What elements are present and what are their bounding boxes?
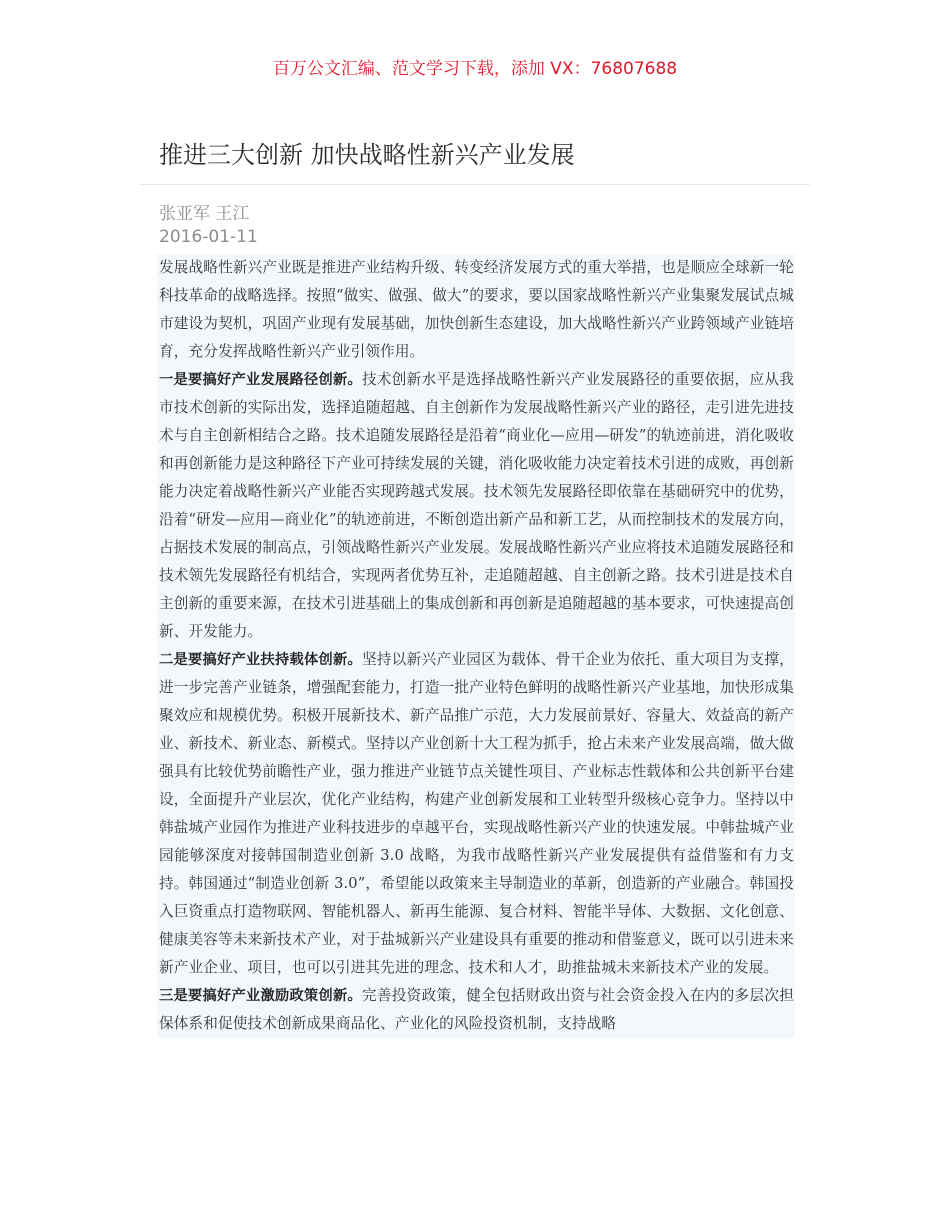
article-authors: 张亚军 王江 xyxy=(159,204,250,224)
paragraph-text: 技术创新水平是选择战略性新兴产业发展路径的重要依据，应从我市技术创新的实际出发，选择追随超越、自主创新作为发展战略性新兴产业的路径，走引进先进技术与自主创新相结合之路。技术追随发展路径是沿着“商业化—应用—研发”的轨迹前进，消化吸收和再创新能力是这种路径下产业可持续发展的关键，消化吸收能力决定着技术引进的成败，再创新能力决定着战略性新兴产业能否实现跨越式发展。技术领先发展路径即依靠在基础研究中的优势，沿着“研发—应用—商业化”的轨迹前进，不断创造出新产品和新工艺，从而控制技术的发展方向，占据技术发展的制高点，引领战略性新兴产业发展。发展战略性新兴产业应将技术追随发展路径和技术领先发展路径有机结合，实现两者优势互补，走追随超越、自主创新之路。技术引进是技术自主创新的重要来源，在技术引进基础上的集成创新和再创新是追随超越的基本要求，可快速提高创新、开发能力。 xyxy=(159,371,794,640)
paragraph-text: 坚持以新兴产业园区为载体、骨干企业为依托、重大项目为支撑，进一步完善产业链条，增强配套能力，打造一批产业特色鲜明的战略性新兴产业基地，加快形成集聚效应和规模优势。积极开展新技术、新产品推广示范，大力发展前景好、容量大、效益高的新产业、新技术、新业态、新模式。坚持以产业创新十大工程为抓手，抢占未来产业发展高端，做大做强具有比较优势前瞻性产业，强力推进产业链节点关键性项目、产业标志性载体和公共创新平台建设，全面提升产业层次，优化产业结构，构建产业创新发展和工业转型升级核心竞争力。坚持以中韩盐城产业园作为推进产业科技进步的卓越平台，实现战略性新兴产业的快速发展。中韩盐城产业园能够深度对接韩国制造业创新 3.0 战略，为我市战略性新兴产业发展提供有益借鉴和有力支持。韩国通过“制造业创新 3.0”，希望能以政策来主导制造业的革新，创造新的产业融合。韩国投入巨资重点打造物联网、智能机器人、新再生能源、复合材料、智能半导体、大数据、文化创意、健康美容等未来新技术产业，对于盐城新兴产业建设具有重要的推动和借鉴意义，既可以引进未来新产业企业、项目，也可以引进其先进的理念、技术和人才，助推盐城未来新技术产业的发展。 xyxy=(159,651,794,976)
paragraph-lead: 三是要搞好产业激励政策创新。 xyxy=(159,988,362,1004)
article-body xyxy=(157,254,795,1038)
paragraph-lead: 二是要搞好产业扶持载体创新。 xyxy=(159,652,362,668)
paragraph-text: 完善投资政策，健全包括财政出资与社会资金投入在内的多层次担保体系和促使技术创新成果商品化、产业化的风险投资机制，支持战略 xyxy=(159,987,794,1032)
article-paragraph xyxy=(159,646,795,982)
title-divider xyxy=(140,184,810,185)
article-title: 推进三大创新 加快战略性新兴产业发展 xyxy=(159,141,575,169)
paragraph-lead: 一是要搞好产业发展路径创新。 xyxy=(159,372,362,388)
paragraph-text: 发展战略性新兴产业既是推进产业结构升级、转变经济发展方式的重大举措，也是顺应全球新一轮科技革命的战略选择。按照“做实、做强、做大”的要求，要以国家战略性新兴产业集聚发展试点城市建设为契机，巩固产业现有发展基础，加快创新生态建设，加大战略性新兴产业跨领域产业链培育，充分发挥战略性新兴产业引领作用。 xyxy=(159,259,794,360)
article-meta xyxy=(159,203,258,249)
article-paragraph xyxy=(159,254,795,366)
article-paragraph xyxy=(159,982,795,1038)
promo-banner: 百万公文汇编、范文学习下载，添加 VX：76807688 xyxy=(272,59,678,79)
article-date: 2016-01-11 xyxy=(159,227,258,247)
article-paragraph xyxy=(159,366,795,646)
